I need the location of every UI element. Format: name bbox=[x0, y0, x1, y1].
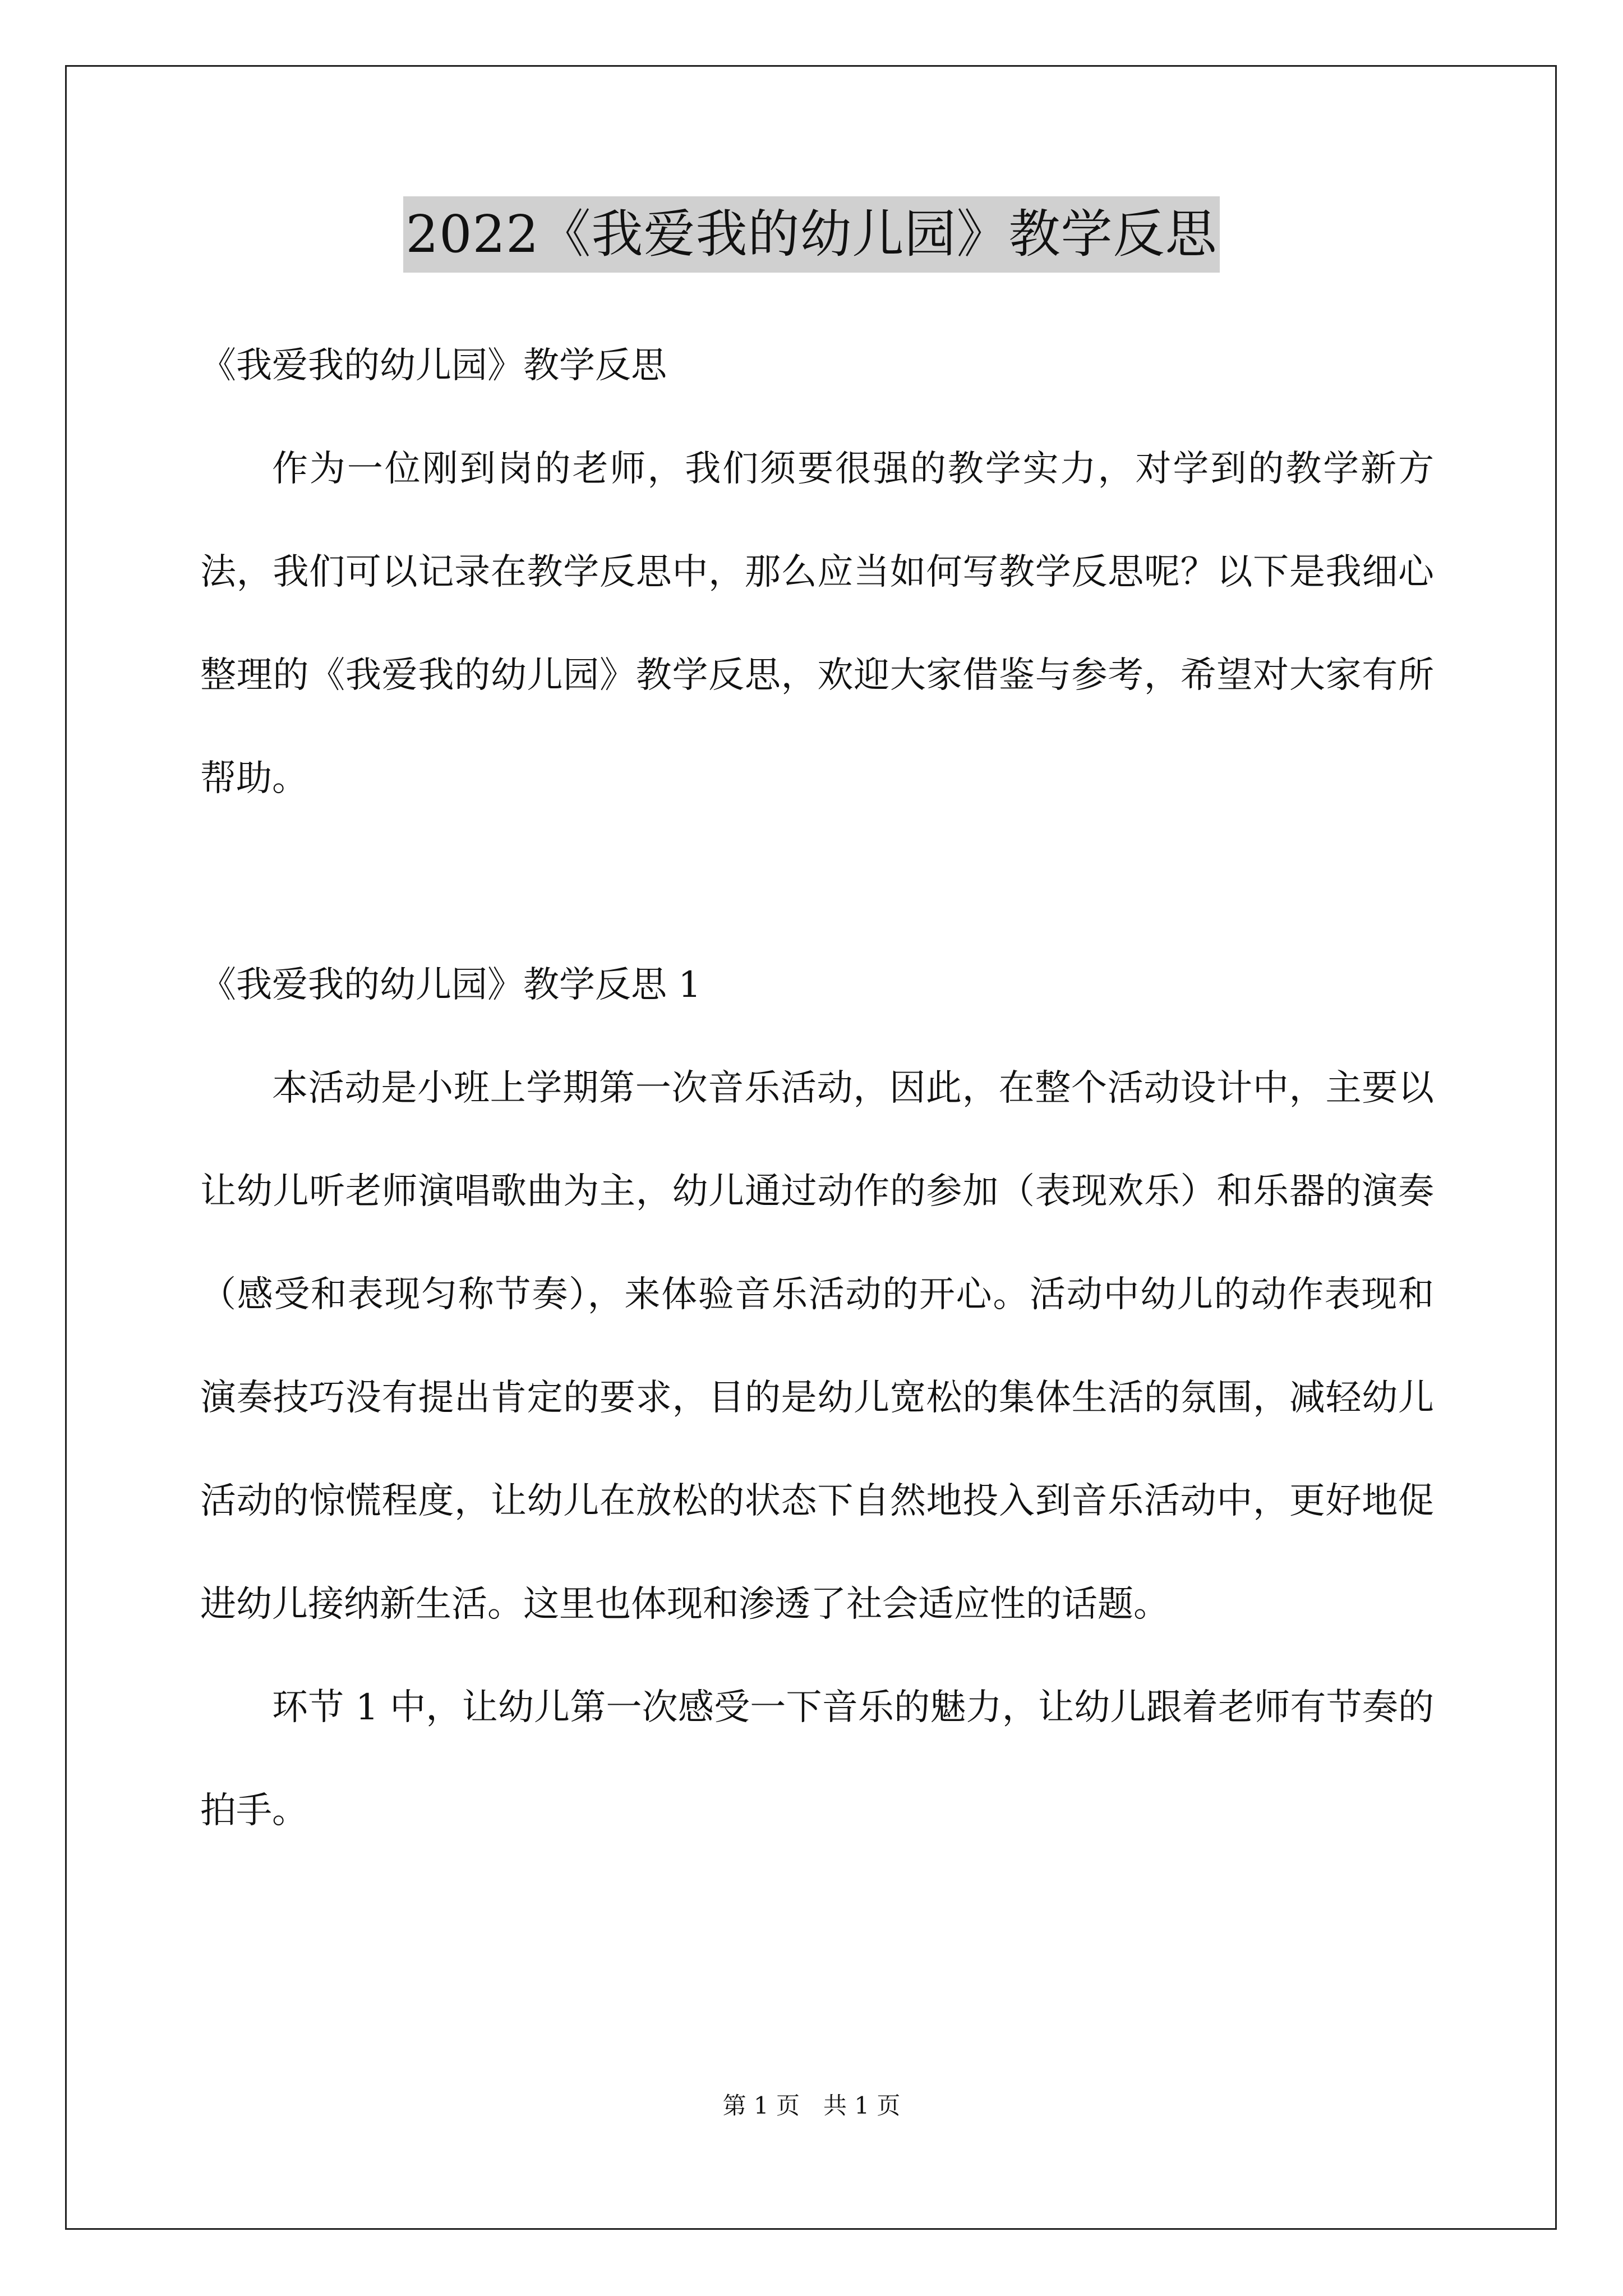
section1-heading: 《我爱我的幼儿园》教学反思 1 bbox=[200, 964, 702, 1006]
section1-paragraph-1: 本活动是小班上学期第一次音乐活动，因此，在整个活动设计中，主要以让幼儿听老师演唱歌曲为主，幼儿通过动作的参加（表现欢乐）和乐器的演奏（感受和表现匀称节奏），来体验音乐活动的开心。活动中幼儿的动作表现和演奏技巧没有提出肯定的要求，目的是幼儿宽松的集体生活的氛围，减轻幼儿活动的惊慌程度，让幼儿在放松的状态下自然地投入到音乐活动中，更好地促进幼儿接纳新生活。这里也体现和渗透了社会适应性的话题。 bbox=[200, 1068, 1434, 1625]
page-footer: 第 1 页 共 1 页 bbox=[722, 2092, 901, 2119]
intro-heading: 《我爱我的幼儿园》教学反思 bbox=[200, 345, 667, 386]
document-body bbox=[200, 314, 1434, 1862]
intro-paragraph: 作为一位刚到岗的老师，我们须要很强的教学实力，对学到的教学新方法，我们可以记录在教学反思中，那么应当如何写教学反思呢？以下是我细心整理的《我爱我的幼儿园》教学反思，欢迎大家借鉴与参考，希望对大家有所帮助。 bbox=[200, 448, 1434, 799]
document-title: 2022《我爱我的幼儿园》教学反思 bbox=[403, 196, 1219, 273]
section1-paragraph-2: 环节 1 中，让幼儿第一次感受一下音乐的魅力，让幼儿跟着老师有节奏的拍手。 bbox=[200, 1687, 1434, 1832]
section-spacer bbox=[200, 830, 1434, 933]
title-container bbox=[0, 196, 1623, 273]
